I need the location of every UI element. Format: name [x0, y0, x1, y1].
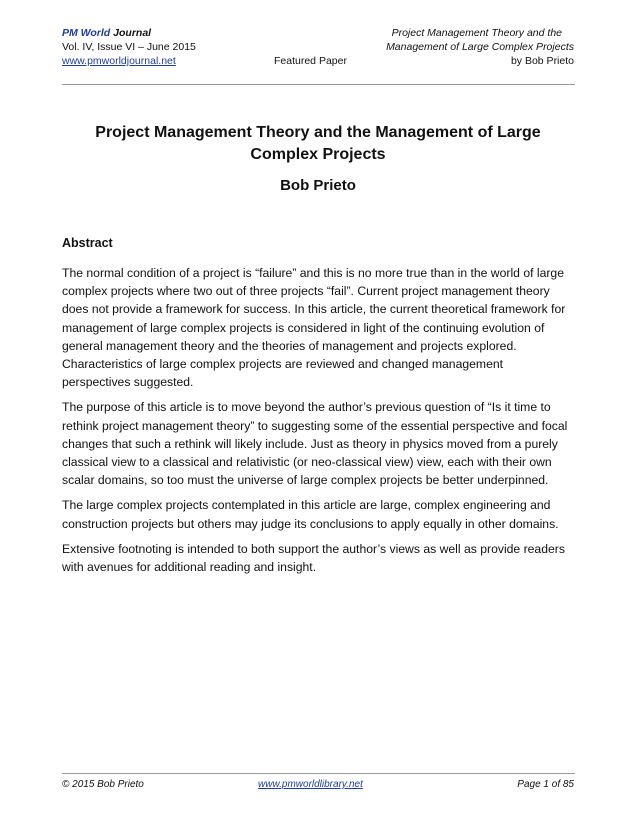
journal-name	[62, 26, 151, 40]
running-title-line2: Management of Large Complex Projects	[386, 41, 574, 53]
paper-title: Project Management Theory and the Management of Large Complex Projects	[95, 124, 541, 163]
abstract-heading: Abstract	[62, 236, 113, 250]
page-header	[62, 26, 574, 68]
abstract-paragraph-3: The large complex projects contemplated in this article are large, complex engineering and construction projects but others may judge its conclusions to apply equally in other domains.	[62, 498, 559, 531]
footer-divider	[62, 773, 575, 774]
journal-name-rest: Journal	[110, 27, 152, 39]
issue-info: Vol. IV, Issue VI – June 2015	[62, 41, 196, 53]
byline: by Bob Prieto	[510, 55, 574, 67]
abstract-paragraph-2: The purpose of this article is to move beyond the author’s previous question of “Is it time to rethink project management theory” to suggesting some of the essential perspective and focal changes that such a rethink will likely include. Just as theory in physics moved from a purely classical view to a classical and relativistic (or neo-classical view) view, each with their own scalar domains, so too must the universe of large complex projects be better underpinned.	[62, 400, 568, 488]
paper-author: Bob Prieto	[280, 177, 356, 194]
abstract-paragraph-1: The normal condition of a project is “failure” and this is no more true than in the world of large complex projects where two out of three projects “fail”. Current project management theory does not provide a framework for success. In this article, the current theoretical framework for management of large complex projects is considered in light of the continuing evolution of general management theory and the theories of management and projects explored. Characteristics of large complex projects are reviewed and changed management perspectives suggested.	[62, 266, 566, 390]
featured-paper-label: Featured Paper	[274, 55, 347, 67]
library-link[interactable]: www.pmworldlibrary.net	[258, 779, 363, 790]
abstract-body	[62, 264, 574, 583]
header-divider	[62, 84, 575, 85]
copyright: © 2015 Bob Prieto	[62, 779, 144, 790]
page-number: Page 1 of 85	[517, 779, 574, 790]
page-footer	[62, 779, 574, 793]
running-title-line1: Project Management Theory and the	[391, 27, 562, 39]
abstract-paragraph-4: Extensive footnoting is intended to both support the author’s views as well as provide readers with avenues for additional reading and insight.	[62, 541, 565, 575]
journal-website-link[interactable]: www.pmworldjournal.net	[62, 55, 176, 67]
journal-name-pm: PM World	[62, 27, 111, 39]
